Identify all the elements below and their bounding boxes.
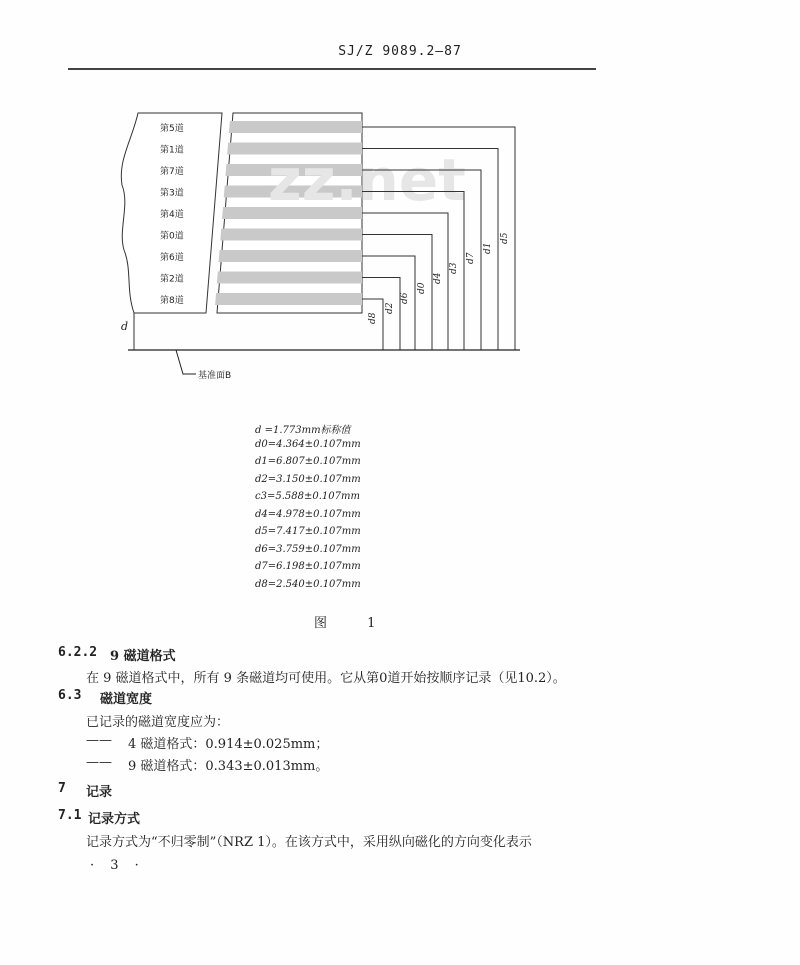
d-dimension-label: d	[121, 320, 129, 333]
section-6-2-2-text: 在 9 磁道格式中，所有 9 条磁道均可使用。它从第0道开始按顺序记录（见10.2）。	[86, 671, 566, 686]
datum-label: 基准面B	[198, 371, 232, 381]
dimension-label: d2	[385, 302, 395, 314]
formula-line: d8=2.540±0.107mm	[255, 578, 361, 590]
formula-line: d0=4.364±0.107mm	[255, 438, 361, 450]
track-layout-figure	[0, 0, 800, 400]
track-label: 第2道	[160, 274, 184, 285]
track-stripe	[229, 121, 362, 133]
dimension-label: d3	[449, 262, 459, 274]
item-2-text: 9 磁道格式：0.343±0.013mm。	[128, 759, 329, 774]
formula-line: d =1.773mm标称值	[255, 425, 351, 436]
item-2-dash: ——	[86, 755, 112, 770]
track-stripe	[219, 250, 362, 262]
formula-line: d7=6.198±0.107mm	[255, 561, 361, 572]
formula-line: c3=5.588±0.107mm	[255, 491, 360, 502]
dimension-label: d6	[400, 292, 410, 304]
dimension-label: d5	[500, 232, 510, 244]
track-label: 第6道	[160, 253, 184, 263]
track-label: 第1道	[160, 145, 184, 156]
track-label: 第4道	[160, 210, 184, 220]
section-6-2-2-number: 6.2.2	[58, 645, 98, 660]
dimension-label: d7	[466, 252, 476, 264]
section-6-3-title: 磁道宽度	[100, 692, 153, 707]
track-label: 第0道	[160, 231, 184, 242]
formula-line: d5=7.417±0.107mm	[255, 526, 361, 537]
track-stripe	[220, 229, 362, 241]
dimension-label: d4	[433, 272, 443, 284]
section-7-1-title: 记录方式	[88, 812, 141, 827]
track-label: 第8道	[160, 296, 184, 306]
section-7-1-text: 记录方式为“不归零制”（NRZ 1）。在该方式中，采用纵向磁化的方向变化表示	[86, 835, 532, 850]
section-7-title: 记录	[86, 785, 113, 800]
track-label: 第5道	[160, 124, 184, 134]
formula-line: d6=3.759±0.107mm	[255, 543, 361, 555]
item-1-text: 4 磁道格式：0.914±0.025mm；	[128, 737, 329, 752]
figure-caption: 图 1	[314, 616, 394, 631]
formula-line: d4=4.978±0.107mm	[255, 508, 361, 520]
watermark: zz.net	[268, 146, 466, 214]
formula-line: d2=3.150±0.107mm	[255, 473, 361, 485]
dimension-label: d0	[417, 282, 427, 294]
section-6-3-text: 已记录的磁道宽度应为：	[86, 715, 230, 730]
track-label: 第7道	[160, 167, 184, 177]
track-label: 第3道	[160, 188, 184, 199]
track-stripe	[217, 272, 362, 284]
formula-line: d1=6.807±0.107mm	[255, 456, 361, 467]
item-1-dash: ——	[86, 733, 112, 748]
page-number: · 3 ·	[90, 858, 145, 873]
section-6-3-number: 6.3	[58, 688, 82, 703]
document-code: SJ/Z 9089.2—87	[338, 44, 462, 59]
track-stripe	[215, 293, 362, 305]
datum-leader	[176, 350, 196, 374]
dimension-label: d8	[368, 312, 378, 324]
section-6-2-2-title: 9 磁道格式	[110, 649, 176, 664]
section-7-1-number: 7.1	[58, 808, 82, 823]
dimension-label: d1	[483, 242, 493, 254]
section-7-number: 7	[58, 781, 66, 796]
